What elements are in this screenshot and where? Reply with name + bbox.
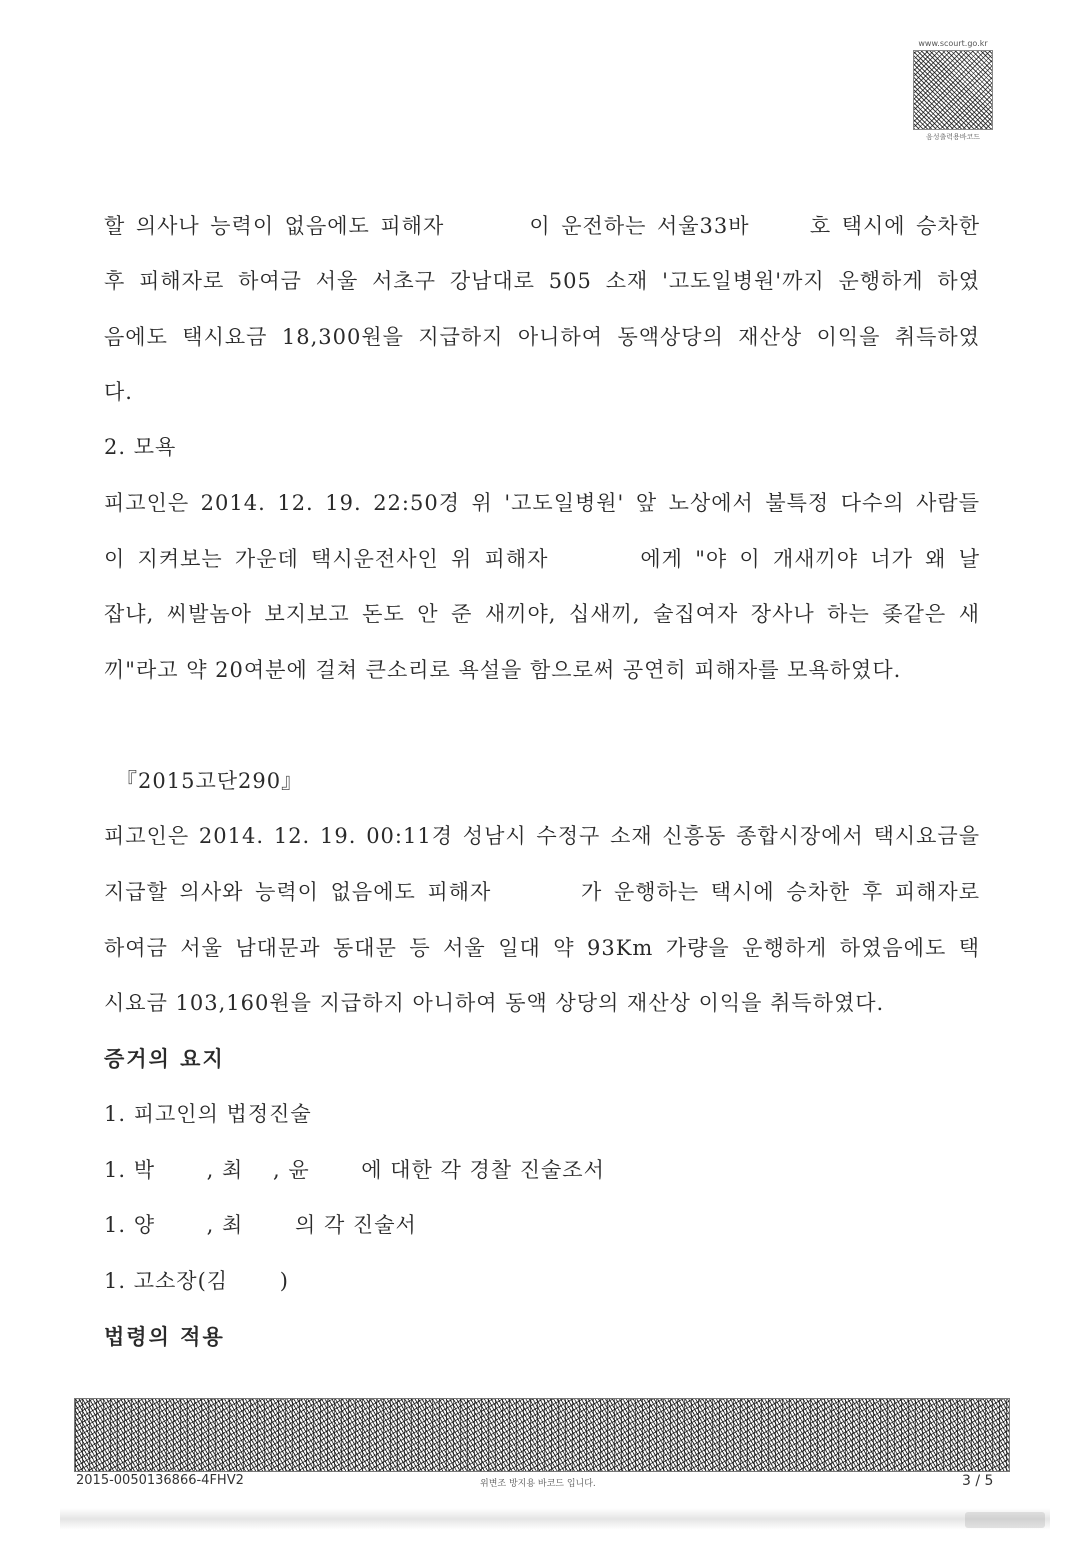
paragraph-line: 지급할 의사와 능력이 없음에도 피해자 가 운행하는 택시에 승차한 후 피해자로 xyxy=(104,880,980,904)
case-reference: 『2015고단290』 xyxy=(116,769,304,793)
paragraph-line: 이 지켜보는 가운데 택시운전사인 위 피해자 에게 "야 이 개새끼야 너가 왜 날 xyxy=(104,547,980,571)
evidence-item: 1. 피고인의 법정진술 xyxy=(104,1102,312,1126)
paragraph-line: 피고인은 2014. 12. 19. 00:11경 성남시 수정구 소재 신흥동 종합시장에서 택시요금을 xyxy=(104,824,980,848)
paragraph-line: 잡냐, 씨발놈아 보지보고 돈도 안 준 새끼야, 십새끼, 술집여자 장사나 하는 좆같은 새 xyxy=(104,602,980,626)
paragraph-line: 할 의사나 능력이 없음에도 피해자 이 운전하는 서울33바 호 택시에 승차한 xyxy=(104,214,980,238)
document-id: 2015-0050136866-4FHV2 xyxy=(76,1473,244,1488)
section-title: 2. 모욕 xyxy=(104,435,177,459)
court-url: www.scourt.go.kr xyxy=(918,39,988,48)
law-heading: 법령의 적용 xyxy=(104,1325,225,1349)
scan-artifact xyxy=(60,1508,1050,1530)
evidence-item: 1. 양 , 최 의 각 진술서 xyxy=(104,1213,417,1237)
paragraph-line: 끼"라고 약 20여분에 걸쳐 큰소리로 욕설을 함으로써 공연히 피해자를 모욕하였다. xyxy=(104,658,902,682)
faint-court-stamp xyxy=(965,1512,1045,1528)
anti-forgery-barcode xyxy=(74,1398,1010,1472)
paragraph-line: 피고인은 2014. 12. 19. 22:50경 위 '고도일병원' 앞 노상에서 불특정 다수의 사람들 xyxy=(104,491,980,515)
evidence-item: 1. 박 , 최 , 윤 에 대한 각 경찰 진술조서 xyxy=(104,1158,605,1182)
paragraph-line: 후 피해자로 하여금 서울 서초구 강남대로 505 소재 '고도일병원'까지 운행하게 하였 xyxy=(104,269,980,293)
evidence-heading: 증거의 요지 xyxy=(104,1047,225,1071)
evidence-item: 1. 고소장(김 ) xyxy=(104,1269,289,1293)
paragraph-line: 하여금 서울 남대문과 동대문 등 서울 일대 약 93Km 가량을 운행하게 하였음에도 택 xyxy=(104,936,980,960)
paragraph-line: 시요금 103,160원을 지급하지 아니하여 동액 상당의 재산상 이익을 취득하였다. xyxy=(104,991,885,1015)
qr-barcode-image xyxy=(913,50,993,130)
top-barcode xyxy=(912,38,994,144)
paragraph-line: 다. xyxy=(104,380,133,404)
barcode-notice: 위변조 방지용 바코드 입니다. xyxy=(480,1479,596,1489)
page-number: 3 / 5 xyxy=(962,1473,994,1489)
paragraph-line: 음에도 택시요금 18,300원을 지급하지 아니하여 동액상당의 재산상 이익을 취득하였 xyxy=(104,325,980,349)
barcode-caption: 음성출력용바코드 xyxy=(925,133,981,141)
